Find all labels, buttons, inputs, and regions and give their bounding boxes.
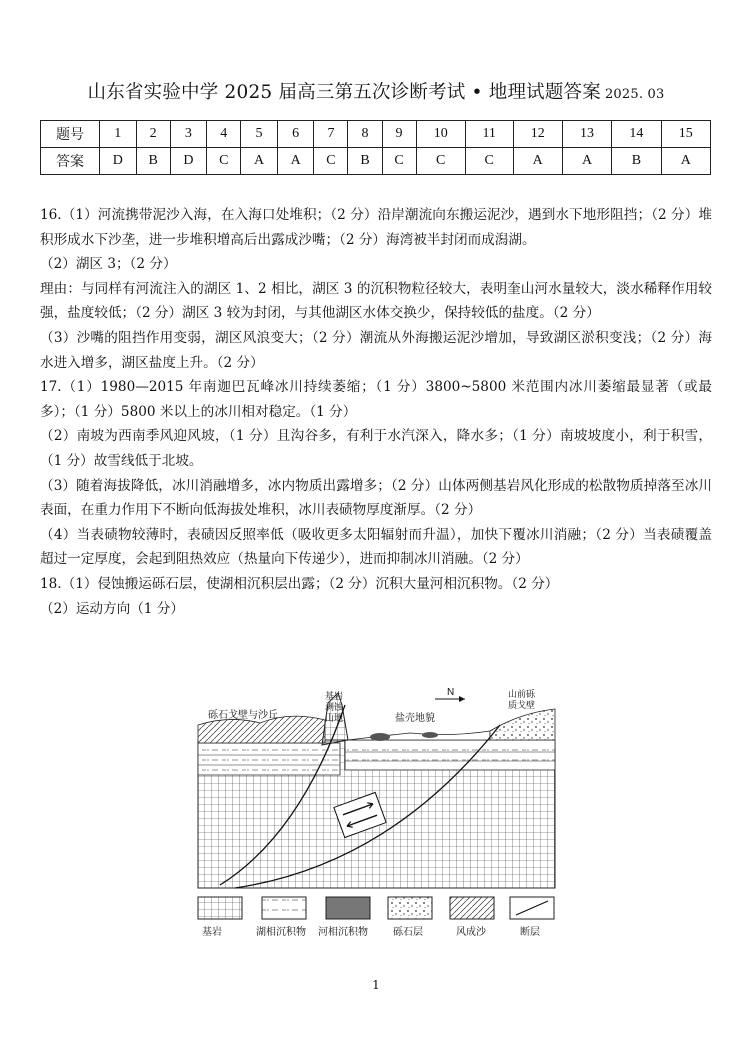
question-number: 5 [241, 121, 278, 148]
question-number: 7 [314, 121, 348, 148]
question-number: 14 [612, 121, 661, 148]
legend-river-sediment: 河相沉积物 [318, 927, 368, 938]
document-title [0, 78, 752, 104]
question-number: 15 [661, 121, 710, 148]
gravel-gobi-surface [490, 709, 555, 740]
lake-sediment-layer [345, 740, 555, 770]
answer-cell: A [277, 148, 314, 175]
label-gravel-gobi-dunes: 砾石戈壁与沙丘 [208, 710, 278, 721]
question-number: 10 [416, 121, 465, 148]
question-number: 3 [170, 121, 207, 148]
legend-bedrock: 基岩 [202, 927, 222, 938]
answer-cell: C [465, 148, 513, 175]
table-header-answer: 答案 [41, 148, 100, 175]
label-mountain-line2: 剥蚀 [325, 703, 344, 713]
answer-cell: A [661, 148, 710, 175]
answer-cell: A [562, 148, 611, 175]
answer-16-2-reason: 理由：与同样有河流注入的湖区 1、2 相比，湖区 3 的沉积物粒径较大，表明奎山河水量较大，淡水稀释作用较强，盐度较低；（2 分）湖区 3 较为封闭，与其他湖区水体交换少，保持较低的盐度。（2 分） [40, 280, 712, 322]
lake-sediment-layer [198, 743, 340, 775]
table-header-question-number: 题号 [41, 121, 100, 148]
legend-lake-sediment: 湖相沉积物 [256, 927, 306, 938]
page-number: 1 [372, 978, 380, 992]
answer-16-1: 16.（1）河流携带泥沙入海，在入海口处堆积；（2 分）沿岸潮流向东搬运泥沙，遇到水下地形阻挡；（2 分）堆积形成水下沙垄，进一步堆积增高后出露成沙嘴；（2 分）海湾被半封闭而成潟湖。 [40, 207, 712, 248]
answer-16-3: （3）沙嘴的阻挡作用变弱，湖区风浪变大；（2 分）潮流从外海搬运泥沙增加，导致湖区淤积变浅；（2 分）海水进入增多，湖区盐度上升。（2 分） [40, 329, 712, 371]
question-number: 1 [100, 121, 137, 148]
answer-cell: D [170, 148, 207, 175]
answer-cell: B [612, 148, 661, 175]
north-label: N [447, 687, 455, 698]
answer-cell: C [207, 148, 241, 175]
question-number: 2 [136, 121, 170, 148]
answer-cell: C [382, 148, 416, 175]
question-number: 13 [562, 121, 611, 148]
answer-cell: B [348, 148, 382, 175]
answer-cell: D [100, 148, 137, 175]
title-date: 2025. 03 [604, 87, 665, 102]
question-number: 6 [277, 121, 314, 148]
answer-cell: B [136, 148, 170, 175]
answer-18-1: 18.（1）侵蚀搬运砾石层，使湖相沉积层出露；（2 分）沉积大量河相沉积物。（2 分） [40, 575, 559, 592]
answer-17-4: （4）当表碛物较薄时，表碛因反照率低（吸收更多太阳辐射而升温），加快下覆冰川消融；（2 分）当表碛覆盖超过一定厚度，会起到阻热效应（热量向下传递少），进而抑制冰川消融。（2 分） [40, 526, 712, 568]
answer-cell: C [314, 148, 348, 175]
question-number: 11 [465, 121, 513, 148]
answer-explanations [40, 203, 712, 621]
legend-wind-sand: 风成沙 [456, 927, 486, 938]
answer-cell: A [513, 148, 562, 175]
label-right-line1: 山前砾 [508, 690, 536, 700]
answer-17-3: （3）随着海拔降低，冰川消融增多，冰内物质出露增多；（2 分）山体两侧基岩风化形成的松散物质掉落至冰川表面，在重力作用下不断向低海拔处堆积，冰川表碛物厚度渐厚。（2 分） [40, 477, 712, 519]
answer-table-answer-row [41, 148, 711, 175]
geologic-cross-section-figure [190, 685, 560, 955]
salt-crust-surface [348, 731, 490, 740]
legend-fault: 断层 [520, 927, 540, 938]
answer-cell: A [241, 148, 278, 175]
answer-16-2: （2）湖区 3；（2 分） [40, 256, 177, 273]
label-mountain-line3: 山地 [325, 714, 344, 724]
question-number: 8 [348, 121, 382, 148]
title-text: 山东省实验中学 2025 届高三第五次诊断考试 • 地理试题答案 [87, 82, 601, 103]
label-right-line2: 质戈壁 [508, 701, 536, 711]
legend-gravel-layer: 砾石层 [393, 927, 423, 938]
answer-cell: C [416, 148, 465, 175]
label-salt-crust: 盐壳地貌 [395, 713, 435, 724]
answer-17-2: （2）南坡为西南季风迎风坡，（1 分）且沟谷多，有利于水汽深入，降水多；（1 分）南坡坡度小，利于积雪，（1 分）故雪线低于北坡。 [40, 428, 712, 469]
answer-17-1: 17.（1）1980—2015 年南迦巴瓦峰冰川持续萎缩；（1 分）3800~5800 米范围内冰川萎缩最显著（或最多）；（1 分）5800 米以上的冰川相对稳定。（1 分） [40, 379, 712, 420]
figure-legend [198, 897, 554, 919]
answer-table [40, 120, 711, 175]
question-number: 9 [382, 121, 416, 148]
answer-table-number-row [41, 121, 711, 148]
label-mountain-line1: 基岩 [325, 692, 344, 702]
answer-18-2: （2）运动方向（1 分） [40, 600, 184, 617]
question-number: 4 [207, 121, 241, 148]
question-number: 12 [513, 121, 562, 148]
